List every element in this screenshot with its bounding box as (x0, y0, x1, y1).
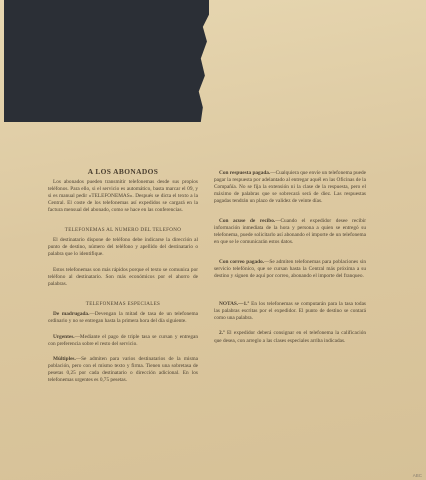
correo-paragraph (214, 259, 366, 280)
urgentes-text: —Mediante el pago de triple tasa se cursan y entregan con preferencia sobre el resto del servicio. (48, 333, 198, 347)
corner-mark: ABC (412, 473, 422, 478)
urgentes-lead: Urgentes. (53, 333, 75, 340)
notas-text-2: El expedidor deberá consignar en el telefonema la calificación que desea, con arreglo a las clases especiales arriba indicadas. (214, 330, 366, 344)
section-title-numero: TELEFONEMAS AL NUMERO DEL TELEFONO (64, 227, 182, 234)
multiples-text: —Se admiten para varios destinatarios de la misma población, pero con el mismo texto y firma. Tienen una sobretasa de pesetas 0,25 por cada destinatario o dirección adicional. En los telefonemas urgentes es 0,75 pesetas. (48, 356, 198, 384)
numero-paragraph-2: Estos telefonemas son más rápidos porque el texto se comunica por teléfono al destinatario. Son más económicos por el ahorro de palabras. (48, 266, 198, 288)
urgentes-paragraph (48, 334, 198, 348)
multiples-paragraph (48, 356, 198, 384)
notas-text-1: En los telefonemas se computarán para la tasa todas las palabras escritas por el expedidor. El punto de destino se contará como una palabra. (214, 300, 366, 321)
multiples-lead: Múltiples. (53, 356, 76, 363)
acuse-lead: Con acuse de recibo. (219, 217, 276, 224)
section-title-especiales: TELEFONEMAS ESPECIALES (85, 300, 161, 307)
acuse-text: —Cuando el expedidor desee recibir información inmediata de la hora y persona a quien se entregó su telefonema, puede solicitarlo así abonando el importe de un telefonema en que se le comunicarán estos datos. (214, 217, 366, 246)
torn-dark-corner (4, 0, 209, 122)
left-column (48, 168, 198, 387)
right-column (214, 170, 366, 347)
page-title: A LOS ABONADOS (87, 167, 159, 176)
notas-paragraph-2 (214, 330, 366, 344)
notas-2-lead: 2.º (219, 330, 225, 337)
madrugada-text: —Devengan la mitad de tasa de un telefonema ordinario y no se entregan hasta la primera hora del día siguiente. (48, 310, 199, 324)
intro-paragraph: Los abonados pueden transmitir telefonemas desde sus propios teléfonos. Para ello, si el servicio es automático, basta marcar el 09, y si es manual pedir «TELEFONEMAS». Después se dicta el texto a la Central. El coste de los telefonemas así expedidos se cargará en la factura mensual del abonado, como se hace en las conferencias. (48, 179, 198, 214)
acuse-paragraph (214, 218, 366, 246)
respuesta-lead: Con respuesta pagada. (219, 170, 271, 176)
respuesta-paragraph (214, 170, 366, 205)
madrugada-lead: De madrugada. (53, 310, 90, 317)
correo-lead: Con correo pagado. (219, 258, 265, 265)
madrugada-paragraph (48, 311, 198, 325)
notas-paragraph-1 (214, 301, 366, 322)
correo-text: —Se admiten telefonemas para poblaciones sin servicio telefónico, que se cursan hasta la Central más próxima a su destino y siguen de aquí por correo, abonando el importe del franqueo. (214, 258, 367, 280)
notas-lead: NOTAS.—1.º (219, 300, 250, 307)
numero-paragraph-1: El destinatario dispone de teléfono debe indicarse la dirección al punto de destino, número del teléfono y apellido del destinatario o palabra que lo identifique. (48, 237, 198, 258)
respuesta-text: —Cualquiera que envíe un telefonema puede pagar la respuesta por adelantado al entregar aquél en las Oficinas de la Compañía. No se fija la extensión ni la clase de la respuesta, pero el máximo de palabras que se sobrecará será de diez. Las respuestas pagadas tendrán un plazo de validez de veinte días. (214, 170, 367, 205)
